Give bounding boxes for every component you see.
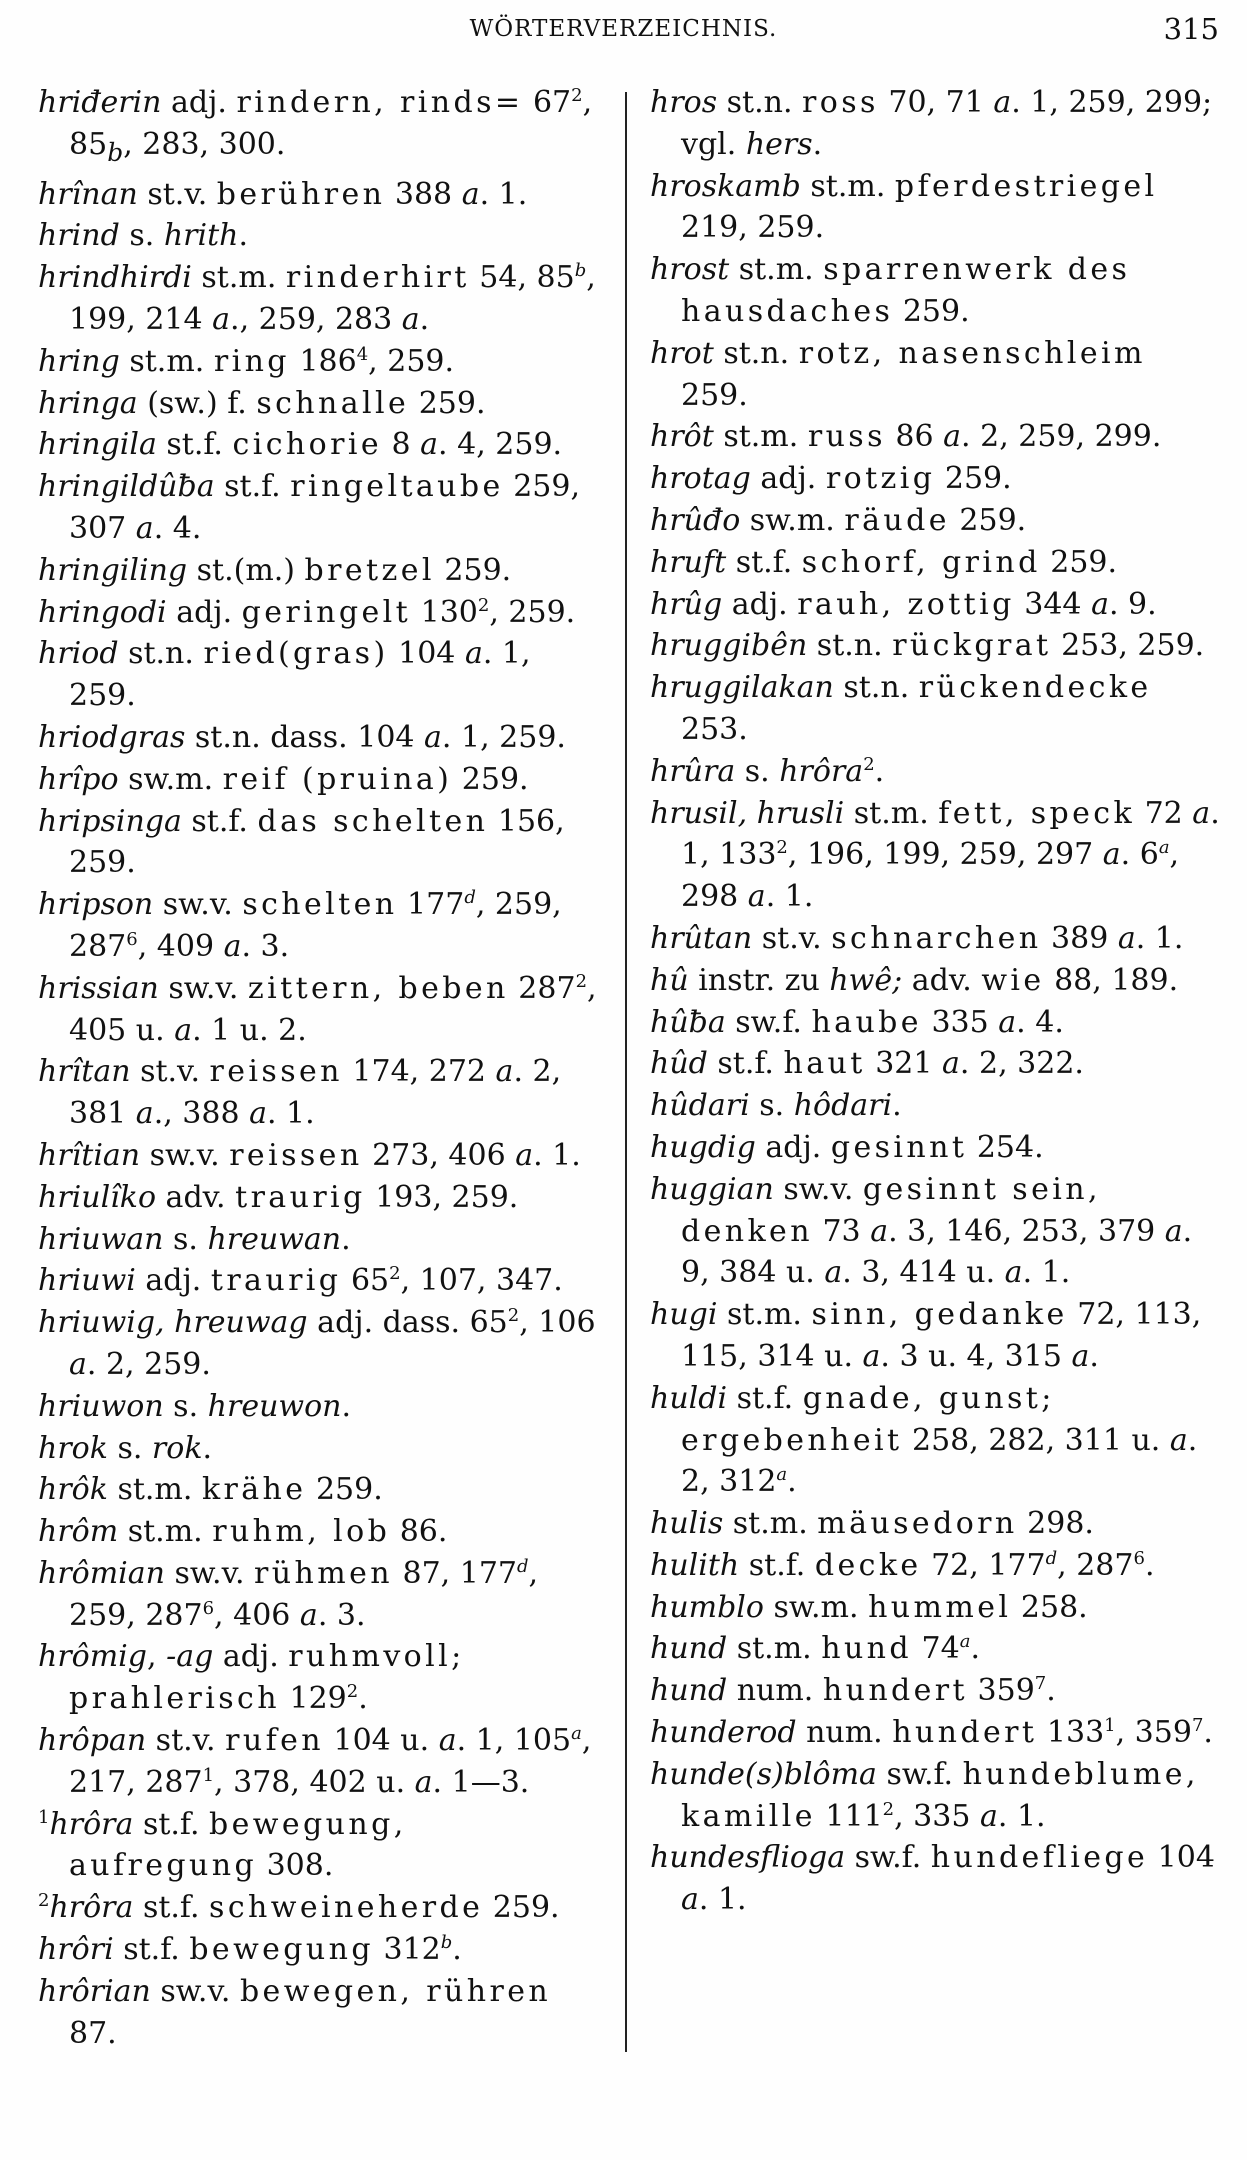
dictionary-entry: hripsinga st.f. das schelten 156, 259. xyxy=(38,803,565,881)
dictionary-entry: huldi st.f. gnade, gunst; ergebenheit 258, 282, 311 u. a. 2, 312$^a$. xyxy=(650,1380,1198,1500)
dictionary-entry: hringildûƀa st.f. ringeltaube 259, 307 a. 4. xyxy=(38,469,581,546)
dictionary-entry: hruggilakan st.n. rückendecke 253. xyxy=(650,670,1152,747)
dictionary-entry: hrôt st.m. russ 86 a. 2, 259, 299. xyxy=(650,419,1162,455)
dictionary-entry: hunderod num. hundert $133^1$, $359^7$. xyxy=(650,1715,1213,1751)
dictionary-entry: hroskamb st.m. pferdestriegel 219, 259. xyxy=(650,168,1158,246)
dictionary-entry: hrind s. hrith. xyxy=(38,218,248,254)
dictionary-entry: hriod st.n. ried(gras) 104 a. 1, 259. xyxy=(38,636,531,714)
dictionary-entry: hrissian sw.v. zittern, beben $287^2$, 405 u. a. 1 u. 2. xyxy=(38,970,597,1048)
left-column xyxy=(38,82,604,2054)
dictionary-entry: humblo sw.m. hummel 258. xyxy=(650,1589,1088,1625)
dictionary-entry: hriodgras st.n. dass. 104 a. 1, 259. xyxy=(38,719,566,755)
dictionary-entry: hringa (sw.) f. schnalle 259. xyxy=(38,385,486,421)
dictionary-entry: hûƀa sw.f. haube 335 a. 4. xyxy=(650,1004,1064,1040)
dictionary-entry: hrôrian sw.v. bewegen, rühren 87. xyxy=(38,1973,552,2051)
dictionary-entry: hringila st.f. cichorie 8 a. 4, 259. xyxy=(38,427,563,463)
dictionary-entry: hund num. hundert $359^7$. xyxy=(650,1673,1056,1709)
dictionary-entry: hundesflioga sw.f. hundefliege 104 a. 1. xyxy=(650,1840,1215,1918)
dictionary-entry: hrîtan st.v. reissen 174, 272 a. 2, 381 a., 388 a. 1. xyxy=(38,1054,562,1132)
dictionary-entry: hrûđo sw.m. räude 259. xyxy=(650,502,1027,538)
page-title: WÖRTERVERZEICHNIS. xyxy=(469,16,778,42)
dictionary-entry: hrindhirdi st.m. rinderhirt 54, 85$^b$, 199, 214 a., 259, 283 a. xyxy=(38,260,596,337)
dictionary-entry: hriđerin adj. rindern, rinds= $67^2$, $85_b$, 283, 300. xyxy=(38,85,593,167)
dictionary-entry: hrîtian sw.v. reissen 273, 406 a. 1. xyxy=(38,1137,581,1173)
dictionary-entry: hros st.n. ross 70, 71 a. 1, 259, 299; vgl. hers. xyxy=(650,85,1213,162)
dictionary-entry: hrotag adj. rotzig 259. xyxy=(650,461,1012,497)
dictionary-entry: hulis st.m. mäusedorn 298. xyxy=(650,1506,1094,1542)
dictionary-entry: hrômig, -ag adj. ruhmvoll; prahlerisch $129^2$. xyxy=(38,1639,465,1717)
dictionary-entry: hripson sw.v. schelten 177$^d$, 259, $287^6$, 409 a. 3. xyxy=(38,887,562,964)
dictionary-entry: hûd st.f. haut 321 a. 2, 322. xyxy=(650,1046,1084,1082)
dictionary-entry: hrûra s. hrôra$^2$. xyxy=(650,753,885,789)
dictionary-entry: $^2$hrôra st.f. schweineherde 259. xyxy=(38,1890,560,1926)
dictionary-entry: hrôm st.m. ruhm, lob 86. xyxy=(38,1514,448,1550)
dictionary-entry: hrînan st.v. berühren 388 a. 1. xyxy=(38,176,528,212)
dictionary-entry: hruggibên st.n. rückgrat 253, 259. xyxy=(650,628,1205,664)
dictionary-entry: hulith st.f. decke 72, 177$^d$, $287^6$. xyxy=(650,1547,1155,1583)
dictionary-entry: hring st.m. ring $186^4$, 259. xyxy=(38,343,455,379)
dictionary-entry: hrûtan st.v. schnarchen 389 a. 1. xyxy=(650,920,1184,956)
dictionary-entry: hrûg adj. rauh, zottig 344 a. 9. xyxy=(650,586,1157,622)
dictionary-entry: hriuwig, hreuwag adj. dass. $65^2$, 106 a. 2, 259. xyxy=(38,1305,596,1382)
dictionary-entry: hringiling st.(m.) bretzel 259. xyxy=(38,552,512,588)
dictionary-entry: hringodi adj. geringelt $130^2$, 259. xyxy=(38,594,576,630)
page-number: 315 xyxy=(1163,12,1219,46)
dictionary-entry: hugdig adj. gesinnt 254. xyxy=(650,1129,1044,1165)
dictionary-entry: hunde(s)blôma sw.f. hundeblume, kamille $111^2$, 335 a. 1. xyxy=(650,1756,1199,1834)
dictionary-entry: hrîpo sw.m. reif (pruina) 259. xyxy=(38,761,529,797)
dictionary-entry: hriuwan s. hreuwan. xyxy=(38,1221,351,1257)
dictionary-entry: hriuwon s. hreuwon. xyxy=(38,1388,352,1424)
dictionary-entry: hrusil, hrusli st.m. fett, speck 72 a. 1, $133^2$, 196, 199, 259, 297 a. 6$^a$, 298 a. 1. xyxy=(650,795,1220,915)
dictionary-entry: hund st.m. hund 74$^a$. xyxy=(650,1631,980,1667)
right-column xyxy=(650,82,1220,1921)
dictionary-entry: hruft st.f. schorf, grind 259. xyxy=(650,544,1118,580)
dictionary-entry: hriulîko adv. traurig 193, 259. xyxy=(38,1179,519,1215)
dictionary-entry: huggian sw.v. gesinnt sein, denken 73 a. 3, 146, 253, 379 a. 9, 384 u. a. 3, 414 u. a. 1. xyxy=(650,1171,1193,1291)
dictionary-entry: hrôpan st.v. rufen 104 u. a. 1, 105$^a$, 217, $287^1$, 378, 402 u. a. 1—3. xyxy=(38,1723,592,1800)
dictionary-entry: hrôk st.m. krähe 259. xyxy=(38,1472,383,1508)
dictionary-entry: hugi st.m. sinn, gedanke 72, 113, 115, 314 u. a. 3 u. 4, 315 a. xyxy=(650,1297,1202,1374)
dictionary-entry: hriuwi adj. traurig $65^2$, 107, 347. xyxy=(38,1263,563,1299)
dictionary-entry: hrôri st.f. bewegung 312$^b$. xyxy=(38,1932,462,1968)
dictionary-entry: hrot st.n. rotz, nasenschleim 259. xyxy=(650,335,1146,413)
dictionary-entry: hrok s. rok. xyxy=(38,1430,213,1466)
dictionary-entry: hû instr. zu hwê; adv. wie 88, 189. xyxy=(650,962,1179,998)
dictionary-entry: hrost st.m. sparrenwerk des hausdaches 259. xyxy=(650,252,1131,329)
dictionary-entry: hûdari s. hôdari. xyxy=(650,1088,902,1124)
dictionary-entry: hrômian sw.v. rühmen 87, 177$^d$, 259, $287^6$, 406 a. 3. xyxy=(38,1555,539,1633)
dictionary-entry: $^1$hrôra st.f. bewegung, aufregung 308. xyxy=(38,1806,407,1884)
column-divider xyxy=(625,92,627,2052)
